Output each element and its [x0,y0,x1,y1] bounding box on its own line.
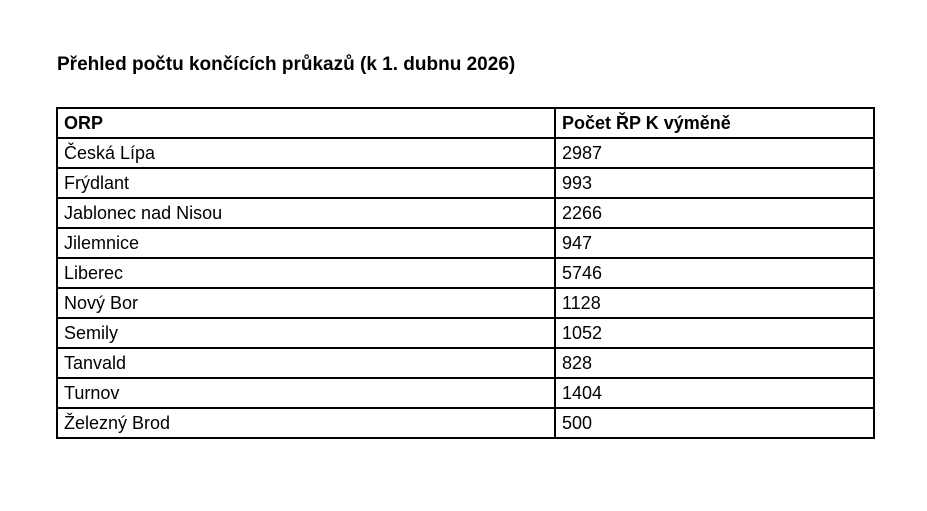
table-row [57,348,874,378]
count-cell: 993 [555,168,874,198]
orp-cell: Liberec [57,258,555,288]
count-cell: 500 [555,408,874,438]
count-cell: 1404 [555,378,874,408]
orp-cell: Česká Lípa [57,138,555,168]
orp-cell: Jilemnice [57,228,555,258]
page-title: Přehled počtu končících průkazů (k 1. dubnu 2026) [57,54,516,75]
table-row [57,168,874,198]
orp-cell: Železný Brod [57,408,555,438]
orp-cell: Turnov [57,378,555,408]
table-row [57,258,874,288]
orp-cell: Semily [57,318,555,348]
table-row [57,228,874,258]
column-header-orp: ORP [57,108,555,138]
table-row [57,138,874,168]
count-cell: 1052 [555,318,874,348]
table-row [57,288,874,318]
count-cell: 1128 [555,288,874,318]
table-header-row [57,108,874,138]
license-expiry-table [56,107,875,439]
orp-cell: Jablonec nad Nisou [57,198,555,228]
table-row [57,408,874,438]
table-row [57,198,874,228]
column-header-count: Počet ŘP K výměně [555,108,874,138]
orp-cell: Tanvald [57,348,555,378]
count-cell: 2987 [555,138,874,168]
table-row [57,318,874,348]
orp-cell: Nový Bor [57,288,555,318]
count-cell: 828 [555,348,874,378]
table-row [57,378,874,408]
count-cell: 2266 [555,198,874,228]
orp-cell: Frýdlant [57,168,555,198]
count-cell: 947 [555,228,874,258]
count-cell: 5746 [555,258,874,288]
